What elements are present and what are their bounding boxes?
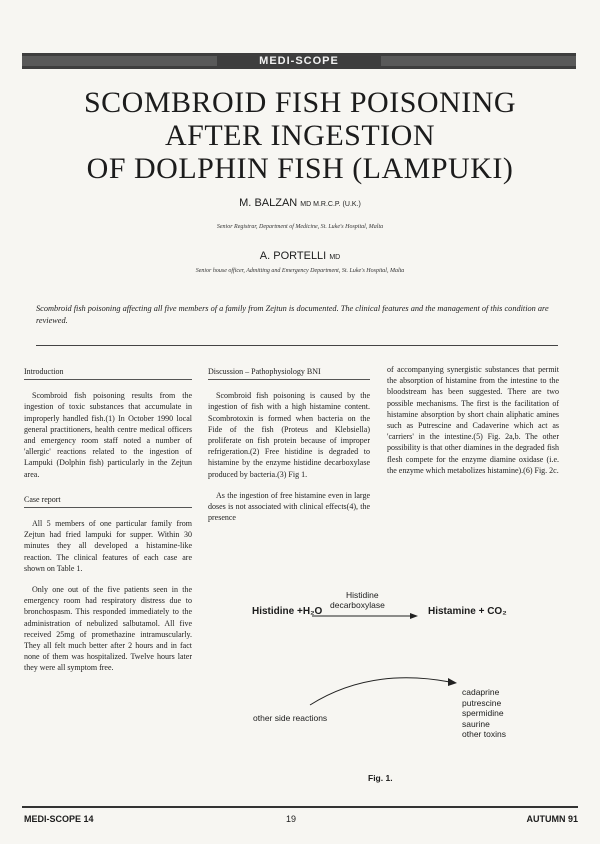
section-heading-discussion: Discussion – Pathophysiology BNI	[208, 366, 370, 380]
title-line: SCOMBROID FISH POISONING	[83, 86, 517, 119]
paragraph: Only one out of the five patients seen in the emergency room had respiratory distress due to bronchospasm. This responded immediately to the administration of nebulized salbutamol. All five received 25mg of promethazine intramuscularly. They all felt much better after 2 hours and in fact none of them was hospitalized. Twelve hours later they were all symptom free.	[24, 585, 192, 673]
list-item: saurine	[462, 718, 490, 729]
author-1	[0, 197, 600, 209]
enzyme-label-2: decarboxylase	[330, 600, 385, 610]
section-banner	[22, 53, 576, 69]
column-middle	[208, 366, 370, 533]
paragraph: All 5 members of one particular family from Zejtun had fried lampuki for supper. Within 30 minutes they all developed a histamine-like reaction. The clinical features of each case are shown on Table 1.	[24, 519, 192, 573]
footer-issue: AUTUMN 91	[526, 814, 578, 824]
list-item: putrescine	[462, 697, 502, 708]
product-label: Histamine + CO₂	[428, 606, 507, 617]
page-number: 19	[286, 814, 297, 824]
column-right	[387, 364, 559, 486]
footer-divider	[22, 806, 578, 808]
title-line: AFTER INGESTION	[165, 119, 435, 152]
paragraph: Scombroid fish poisoning is caused by the ingestion of fish with a high histamine content. Scombrotoxin is formed when bacteria on the Fide of the fish (Proteus and Klebsiella) proliferate on fish protein because of improper refrigeration.(2) Free histidine is degraded to histamine by the enzyme histidine decarboxylase produced by bacteria.(3) Fig 1.	[208, 391, 370, 479]
author-2-affiliation: Senior house officer, Admitting and Emergency Department, St. Luke's Hospital, Malta	[195, 268, 405, 274]
arrowhead-icon	[410, 613, 418, 619]
abstract-divider	[36, 345, 558, 346]
section-heading-case-report: Case report	[24, 494, 192, 508]
paragraph: of accompanying synergistic substances that permit the absorption of histamine from the intestine to the bloodstream has been suggested. There are two possible mechanisms. The first is the facilitation of histamine absorption by short chain aliphatic amines such as Putrescine and Cadaverine which act as 'carriers' in the intestine.(5) Fig. 2a,b. The other possibility is that other diamines in the degraded fish flesh compete for the enzyme diamine oxidase (i.e. the enzyme which metabolizes histamine).(6) Fig. 2c.	[387, 365, 559, 475]
column-left	[24, 366, 192, 684]
list-item: cadaprine	[462, 687, 500, 697]
author-2	[0, 250, 600, 262]
list-item: other toxins	[462, 729, 506, 739]
figure-1	[200, 575, 570, 790]
author-surname: PORTELLI	[273, 250, 327, 262]
author-surname: BALZAN	[254, 197, 298, 209]
abstract: Scombroid fish poisoning affecting all five members of a family from Zejtun is documented. The clinical features and the management of this condition are reviewed.	[36, 304, 549, 325]
author-credentials: MD M.R.C.P. (U.K.)	[300, 201, 361, 208]
enzyme-label-1: Histidine	[346, 590, 379, 600]
substrate-label: Histidine +H₂O	[252, 606, 323, 617]
author-1-affiliation: Senior Registrar, Department of Medicine, St. Luke's Hospital, Malta	[216, 224, 384, 230]
article-title	[20, 86, 580, 185]
figure-caption: Fig. 1.	[368, 773, 393, 783]
side-reactions-label: other side reactions	[253, 713, 328, 723]
author-initial: A.	[259, 250, 271, 262]
footer-journal: MEDI-SCOPE 14	[24, 814, 94, 824]
section-heading-introduction: Introduction	[24, 366, 192, 380]
author-initial: M.	[239, 197, 252, 209]
side-reaction-curve	[310, 678, 450, 705]
arrowhead-icon	[448, 678, 457, 686]
list-item: spermidine	[462, 708, 504, 718]
section-label: MEDI-SCOPE	[259, 55, 339, 67]
author-credentials: MD	[329, 254, 341, 261]
paragraph: As the ingestion of free histamine even in large doses is not associated with clinical effects(4), the presence	[208, 490, 370, 523]
title-line: OF DOLPHIN FISH (LAMPUKI)	[86, 152, 514, 185]
side-products-list	[462, 687, 506, 740]
paragraph: Scombroid fish poisoning results from the ingestion of toxic substances that accumulate in improperly handled fish.(1) In October 1990 local general practitioners, health centre medical officers and emergency room staff noted a number of 'allergic' reactions related to the ingestion of Lampuki (Dolphin fish) particularly in the Zejtun area.	[24, 391, 192, 479]
